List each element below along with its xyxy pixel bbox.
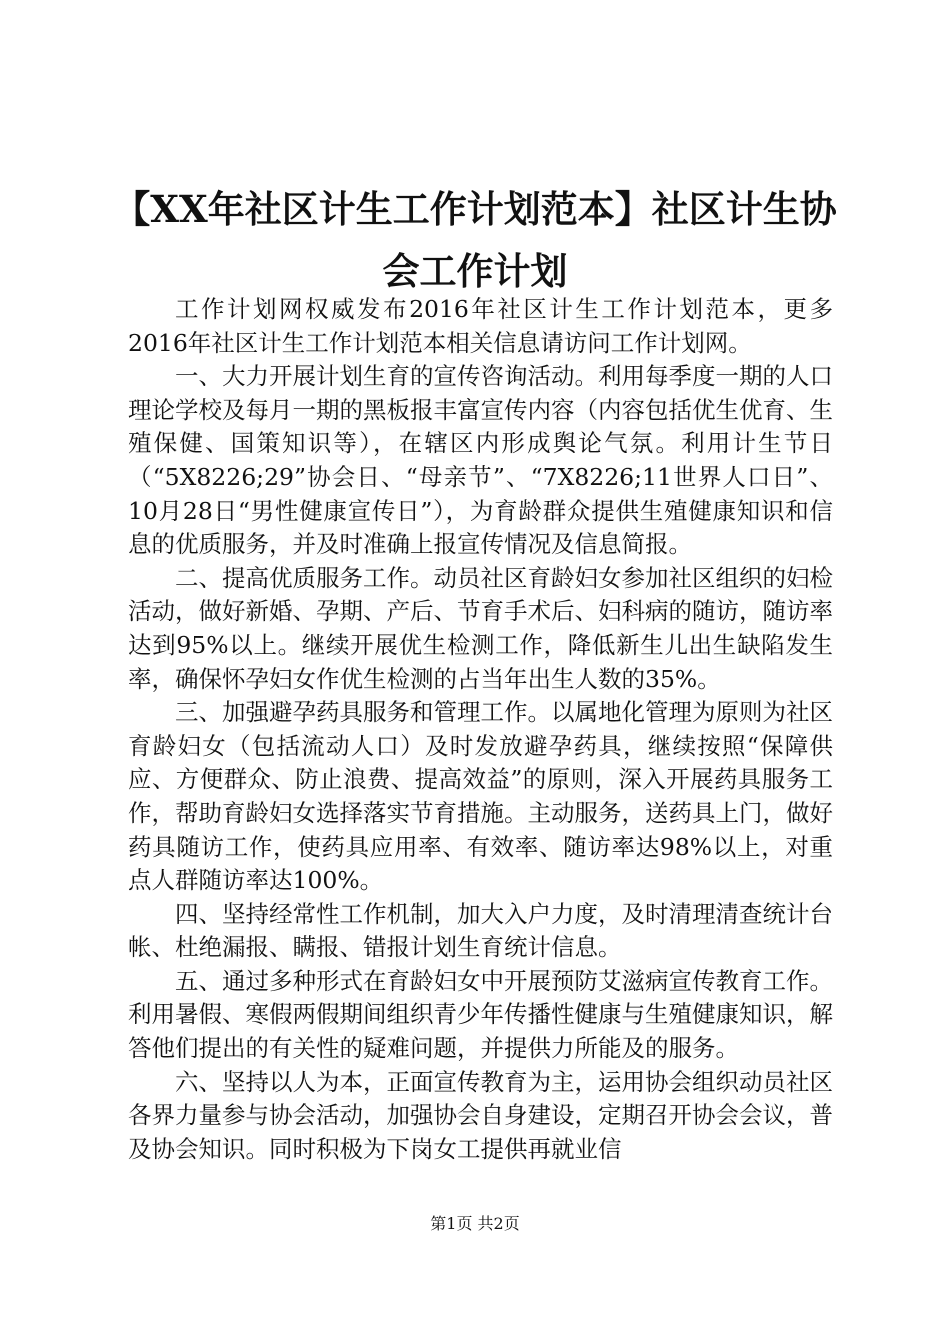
- document-title: 【XX年社区计生工作计划范本】社区计生协会工作计划: [113, 187, 837, 293]
- document-body: [128, 293, 833, 1166]
- paragraph-section-1: 一、大力开展计划生育的宣传咨询活动。利用每季度一期的人口理论学校及每月一期的黑板报丰富宣传内容（内容包括优生优育、生殖保健、国策知识等），在辖区内形成舆论气氛。利用计生节日（“5X8226;29”协会日、“母亲节”、“7X8226;11世界人口日”、10月28日“男性健康宣传日”），为育龄群众提供生殖健康知识和信息的优质服务，并及时准确上报宣传情况及信息简报。: [128, 362, 833, 559]
- paragraph-section-6: 六、坚持以人为本，正面宣传教育为主，运用协会组织动员社区各界力量参与协会活动，加强协会自身建设，定期召开协会会议，普及协会知识。同时积极为下岗女工提供再就业信: [128, 1067, 833, 1163]
- paragraph-intro: 工作计划网权威发布2016年社区计生工作计划范本，更多2016年社区计生工作计划范本相关信息请访问工作计划网。: [128, 295, 833, 357]
- paragraph-section-3: 三、加强避孕药具服务和管理工作。以属地化管理为原则为社区育龄妇女（包括流动人口）及时发放避孕药具，继续按照“保障供应、方便群众、防止浪费、提高效益”的原则，深入开展药具服务工作，帮助育龄妇女选择落实节育措施。主动服务，送药具上门，做好药具随访工作，使药具应用率、有效率、随访率达98%以上，对重点人群随访率达100%。: [128, 698, 833, 895]
- page-footer: 第1页 共2页: [430, 1214, 520, 1233]
- paragraph-section-4: 四、坚持经常性工作机制，加大入户力度，及时清理清查统计台帐、杜绝漏报、瞒报、错报计划生育统计信息。: [128, 899, 833, 962]
- paragraph-section-2: 二、提高优质服务工作。动员社区育龄妇女参加社区组织的妇检活动，做好新婚、孕期、产后、节育手术后、妇科病的随访，随访率达到95%以上。继续开展优生检测工作，降低新生儿出生缺陷发生率，确保怀孕妇女作优生检测的占当年出生人数的35%。: [128, 563, 833, 693]
- paragraph-section-5: 五、通过多种形式在育龄妇女中开展预防艾滋病宣传教育工作。利用暑假、寒假两假期间组织青少年传播性健康与生殖健康知识，解答他们提出的有关性的疑难问题，并提供力所能及的服务。: [128, 966, 833, 1063]
